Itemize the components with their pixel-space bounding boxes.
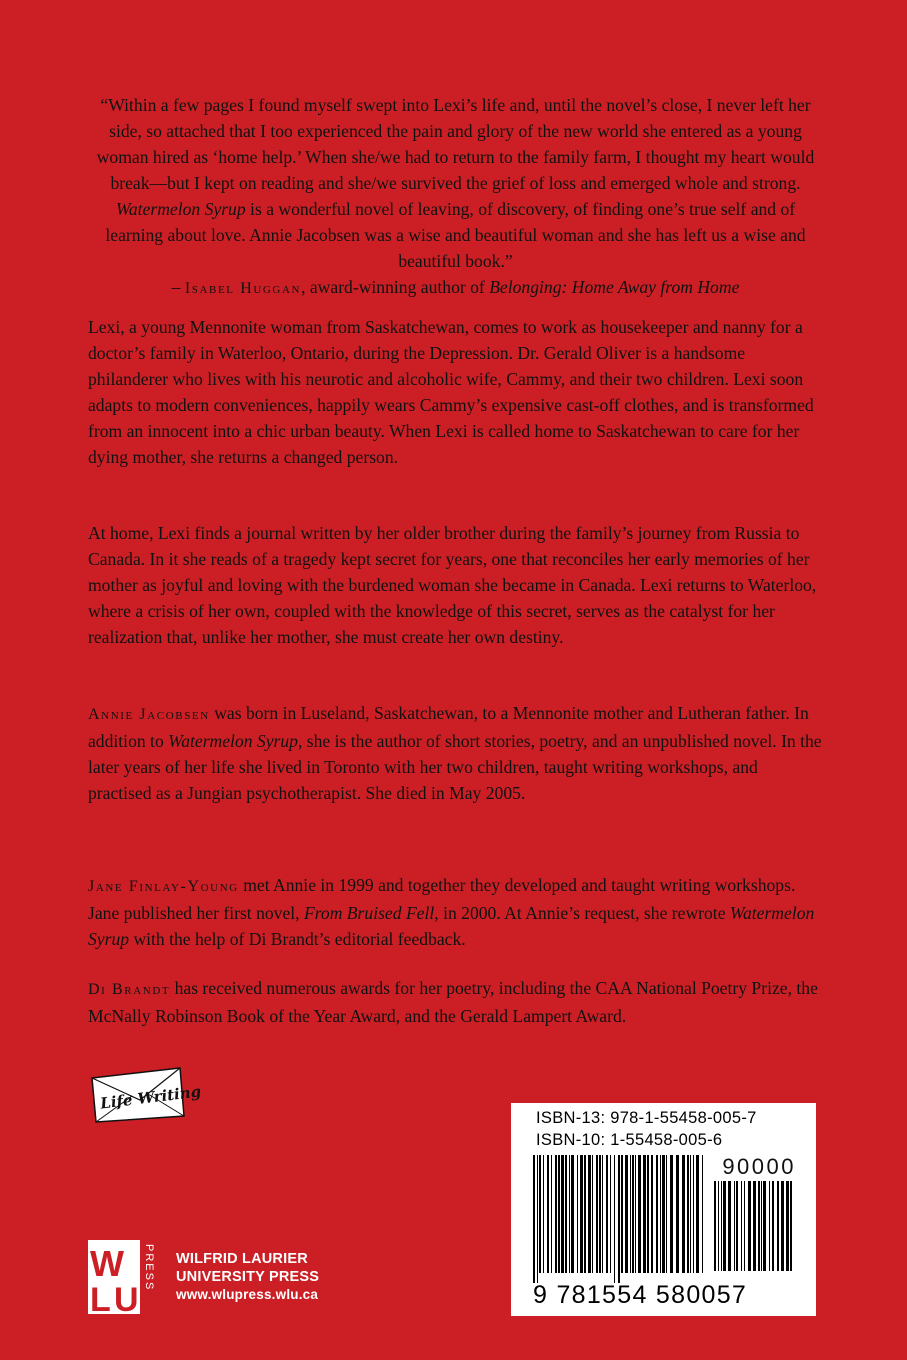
barcode-bar [790, 1181, 792, 1271]
barcode-bar [693, 1155, 694, 1273]
life-writing-logo-text: Life Writing [99, 1082, 203, 1113]
barcode-bar [643, 1155, 646, 1273]
barcode-bar [638, 1155, 641, 1273]
barcode-bar [630, 1155, 631, 1273]
barcode-bar [651, 1155, 653, 1273]
barcode-bar [753, 1181, 756, 1271]
barcode-bar [676, 1155, 679, 1273]
barcode-bar [666, 1155, 667, 1273]
barcode-bar [690, 1155, 691, 1273]
addon-barcode [714, 1181, 800, 1281]
publisher-url: www.wlupress.wlu.ca [176, 1287, 319, 1302]
barcode-bar [769, 1181, 770, 1271]
bio-annie-jacobsen [88, 700, 823, 806]
barcode-bar [621, 1155, 623, 1273]
barcode-bar [761, 1181, 762, 1271]
barcode-bar [670, 1155, 673, 1273]
barcode-bar [551, 1155, 552, 1273]
bio-text: has received numerous awards for her poetry, including the CAA National Poetry Prize, the McNally Robinson Book of the Year Award, and the Gerald Lampert Award. [88, 978, 818, 1026]
barcode-bar [584, 1155, 586, 1273]
barcode-bar [714, 1181, 716, 1271]
bio-text: , in 2000. At Annie’s request, she rewrote [434, 903, 730, 923]
synopsis-paragraph-1: Lexi, a young Mennonite woman from Saskatchewan, comes to work as housekeeper and nanny for a doctor’s family in Waterloo, Ontario, during the Depression. Dr. Gerald Oliver is a handsome philanderer who lives with his neurotic and alcoholic wife, Cammy, and their two children. Lexi soon adapts to modern conveniences, happily wears Cammy’s expensive cast-off clothes, and is transformed from an innocent into a chic urban beauty. When Lexi is called home to Saskatchewan to care for her dying mother, she returns a changed person. [88, 317, 814, 467]
bio-text: was born in Luseland, Saskatchewan, to a Mennonite mother and Lutheran father. In addition to [88, 703, 809, 751]
barcode-bar [728, 1181, 731, 1271]
isbn-barcode-box [511, 1103, 816, 1316]
barcode-bar [543, 1155, 544, 1273]
barcode-bar [662, 1155, 665, 1273]
bio-text: met Annie in 1999 and together they developed and taught writing workshops. Jane published her first novel, [88, 875, 796, 923]
bio-jane-finlay-young [88, 872, 823, 952]
logo-press-vertical: PRESS [143, 1244, 155, 1292]
price-code: 90000 [722, 1154, 796, 1179]
barcode-bar [718, 1181, 719, 1271]
life-writing-logo [90, 1066, 203, 1124]
wlu-press-logo [88, 1240, 160, 1319]
barcode-bar [571, 1155, 574, 1273]
barcode-bar [660, 1155, 661, 1273]
barcode-bar [533, 1155, 535, 1283]
attribution-book: Belonging: Home Away from Home [489, 277, 740, 297]
barcode-bar [741, 1181, 742, 1271]
barcode-bar [569, 1155, 570, 1273]
attribution-name: Isabel Huggan [184, 280, 302, 297]
bio-book-title: Watermelon Syrup [168, 731, 298, 751]
barcode-bar [723, 1181, 726, 1271]
logo-letter-w: W [90, 1243, 124, 1284]
barcode-bar [736, 1181, 738, 1271]
barcode-bar [656, 1155, 658, 1273]
barcode-bar [596, 1155, 598, 1273]
ean-barcode [533, 1155, 705, 1283]
barcode-bar [781, 1181, 784, 1271]
attribution-rest: , award-winning author of [301, 277, 490, 297]
barcode-bar [577, 1155, 578, 1273]
bio-book-title: From Bruised Fell [303, 903, 435, 923]
barcode-bar [777, 1181, 779, 1271]
bio-text: with the help of Di Brandt’s editorial feedback. [129, 929, 466, 949]
publisher-line-1: WILFRID LAURIER [176, 1251, 308, 1267]
barcode-bar [758, 1181, 760, 1271]
barcode-bar [565, 1155, 567, 1273]
attribution-dash: – [171, 277, 185, 297]
barcode-bar [687, 1155, 689, 1273]
bio-di-brandt [88, 975, 823, 1029]
quote-text: “Within a few pages I found myself swept into Lexi’s life and, until the novel’s close, I never left her side, so attached that I too experienced the pain and glory of the new world she entered as a young woman hired as ‘home help.’ When she/we had to return to the family farm, I thought my heart would break—but I kept on reading and she/we survived the grief of loss and emerged whole and strong. [96, 95, 815, 193]
barcode-bar [561, 1155, 564, 1273]
barcode-bar [580, 1155, 583, 1273]
bio-name: Annie Jacobsen [88, 706, 210, 723]
barcode-bar [610, 1155, 611, 1273]
barcode-bar [625, 1155, 628, 1273]
isbn-10: ISBN-10: 1-55458-005-6 [536, 1131, 723, 1149]
bio-name: Jane Finlay-Young [88, 878, 239, 895]
barcode-bar [539, 1155, 541, 1273]
barcode-bar [606, 1155, 608, 1273]
barcode-bar [744, 1181, 745, 1271]
isbn-13: ISBN-13: 978-1-55458-005-7 [536, 1109, 757, 1127]
barcode-bar [635, 1155, 636, 1273]
barcode-bar [614, 1155, 615, 1283]
barcode-bar [555, 1155, 557, 1273]
barcode-bar [786, 1181, 789, 1271]
barcode-bar [702, 1155, 703, 1273]
barcode-bar [696, 1155, 699, 1273]
bio-book-title: Watermelon Syrup [88, 903, 815, 949]
barcode-bar [748, 1181, 751, 1271]
bio-text: , she is the author of short stories, poetry, and an unpublished novel. In the later years of her life she lived in Toronto with her two children, taught writing workshops, and practised as a Jungian psychotherapist. She died in May 2005. [88, 731, 822, 803]
barcode-bar [602, 1155, 603, 1273]
endorsement-quote [88, 92, 823, 302]
synopsis-paragraph-2: At home, Lexi finds a journal written by her older brother during the family’s journey from Russia to Canada. In it she reads of a tragedy kept secret for years, one that reconciles her early memories of her mother as joyful and loving with the burdened woman she became in Canada. Lexi returns to Waterloo, where a crisis of her own, coupled with the knowledge of this secret, serves as the catalyst for her realization that, unlike her mother, she must create her own destiny. [88, 523, 817, 647]
barcode-bar [721, 1181, 722, 1271]
quote-attribution [88, 274, 823, 302]
barcode-bar [588, 1155, 591, 1273]
barcode-bar [632, 1155, 634, 1273]
barcode-bar [558, 1155, 560, 1273]
publisher-name [176, 1250, 319, 1304]
logo-letter-l: L [90, 1281, 111, 1319]
barcode-bar [734, 1181, 735, 1271]
barcode-bar [647, 1155, 649, 1273]
publisher-line-2: UNIVERSITY PRESS [176, 1269, 320, 1285]
barcode-digits: 9 781554 580057 [533, 1281, 748, 1309]
barcode-bar [763, 1181, 766, 1271]
barcode-bar [547, 1155, 549, 1273]
quote-title: Watermelon Syrup [115, 199, 246, 219]
barcode-bar [599, 1155, 601, 1273]
barcode-bar [537, 1155, 538, 1283]
barcode-bar [592, 1155, 593, 1273]
bio-name: Di Brandt [88, 981, 171, 998]
barcode-bar [772, 1181, 774, 1271]
barcode-bar [682, 1155, 685, 1273]
barcode-bar [618, 1155, 620, 1283]
logo-letter-u: U [114, 1281, 139, 1319]
quote-text-after: is a wonderful novel of leaving, of discovery, of finding one’s true self and of learning about love. Annie Jacobsen was a wise and beautiful woman and she has left us a wise and beautiful book.” [105, 199, 806, 271]
